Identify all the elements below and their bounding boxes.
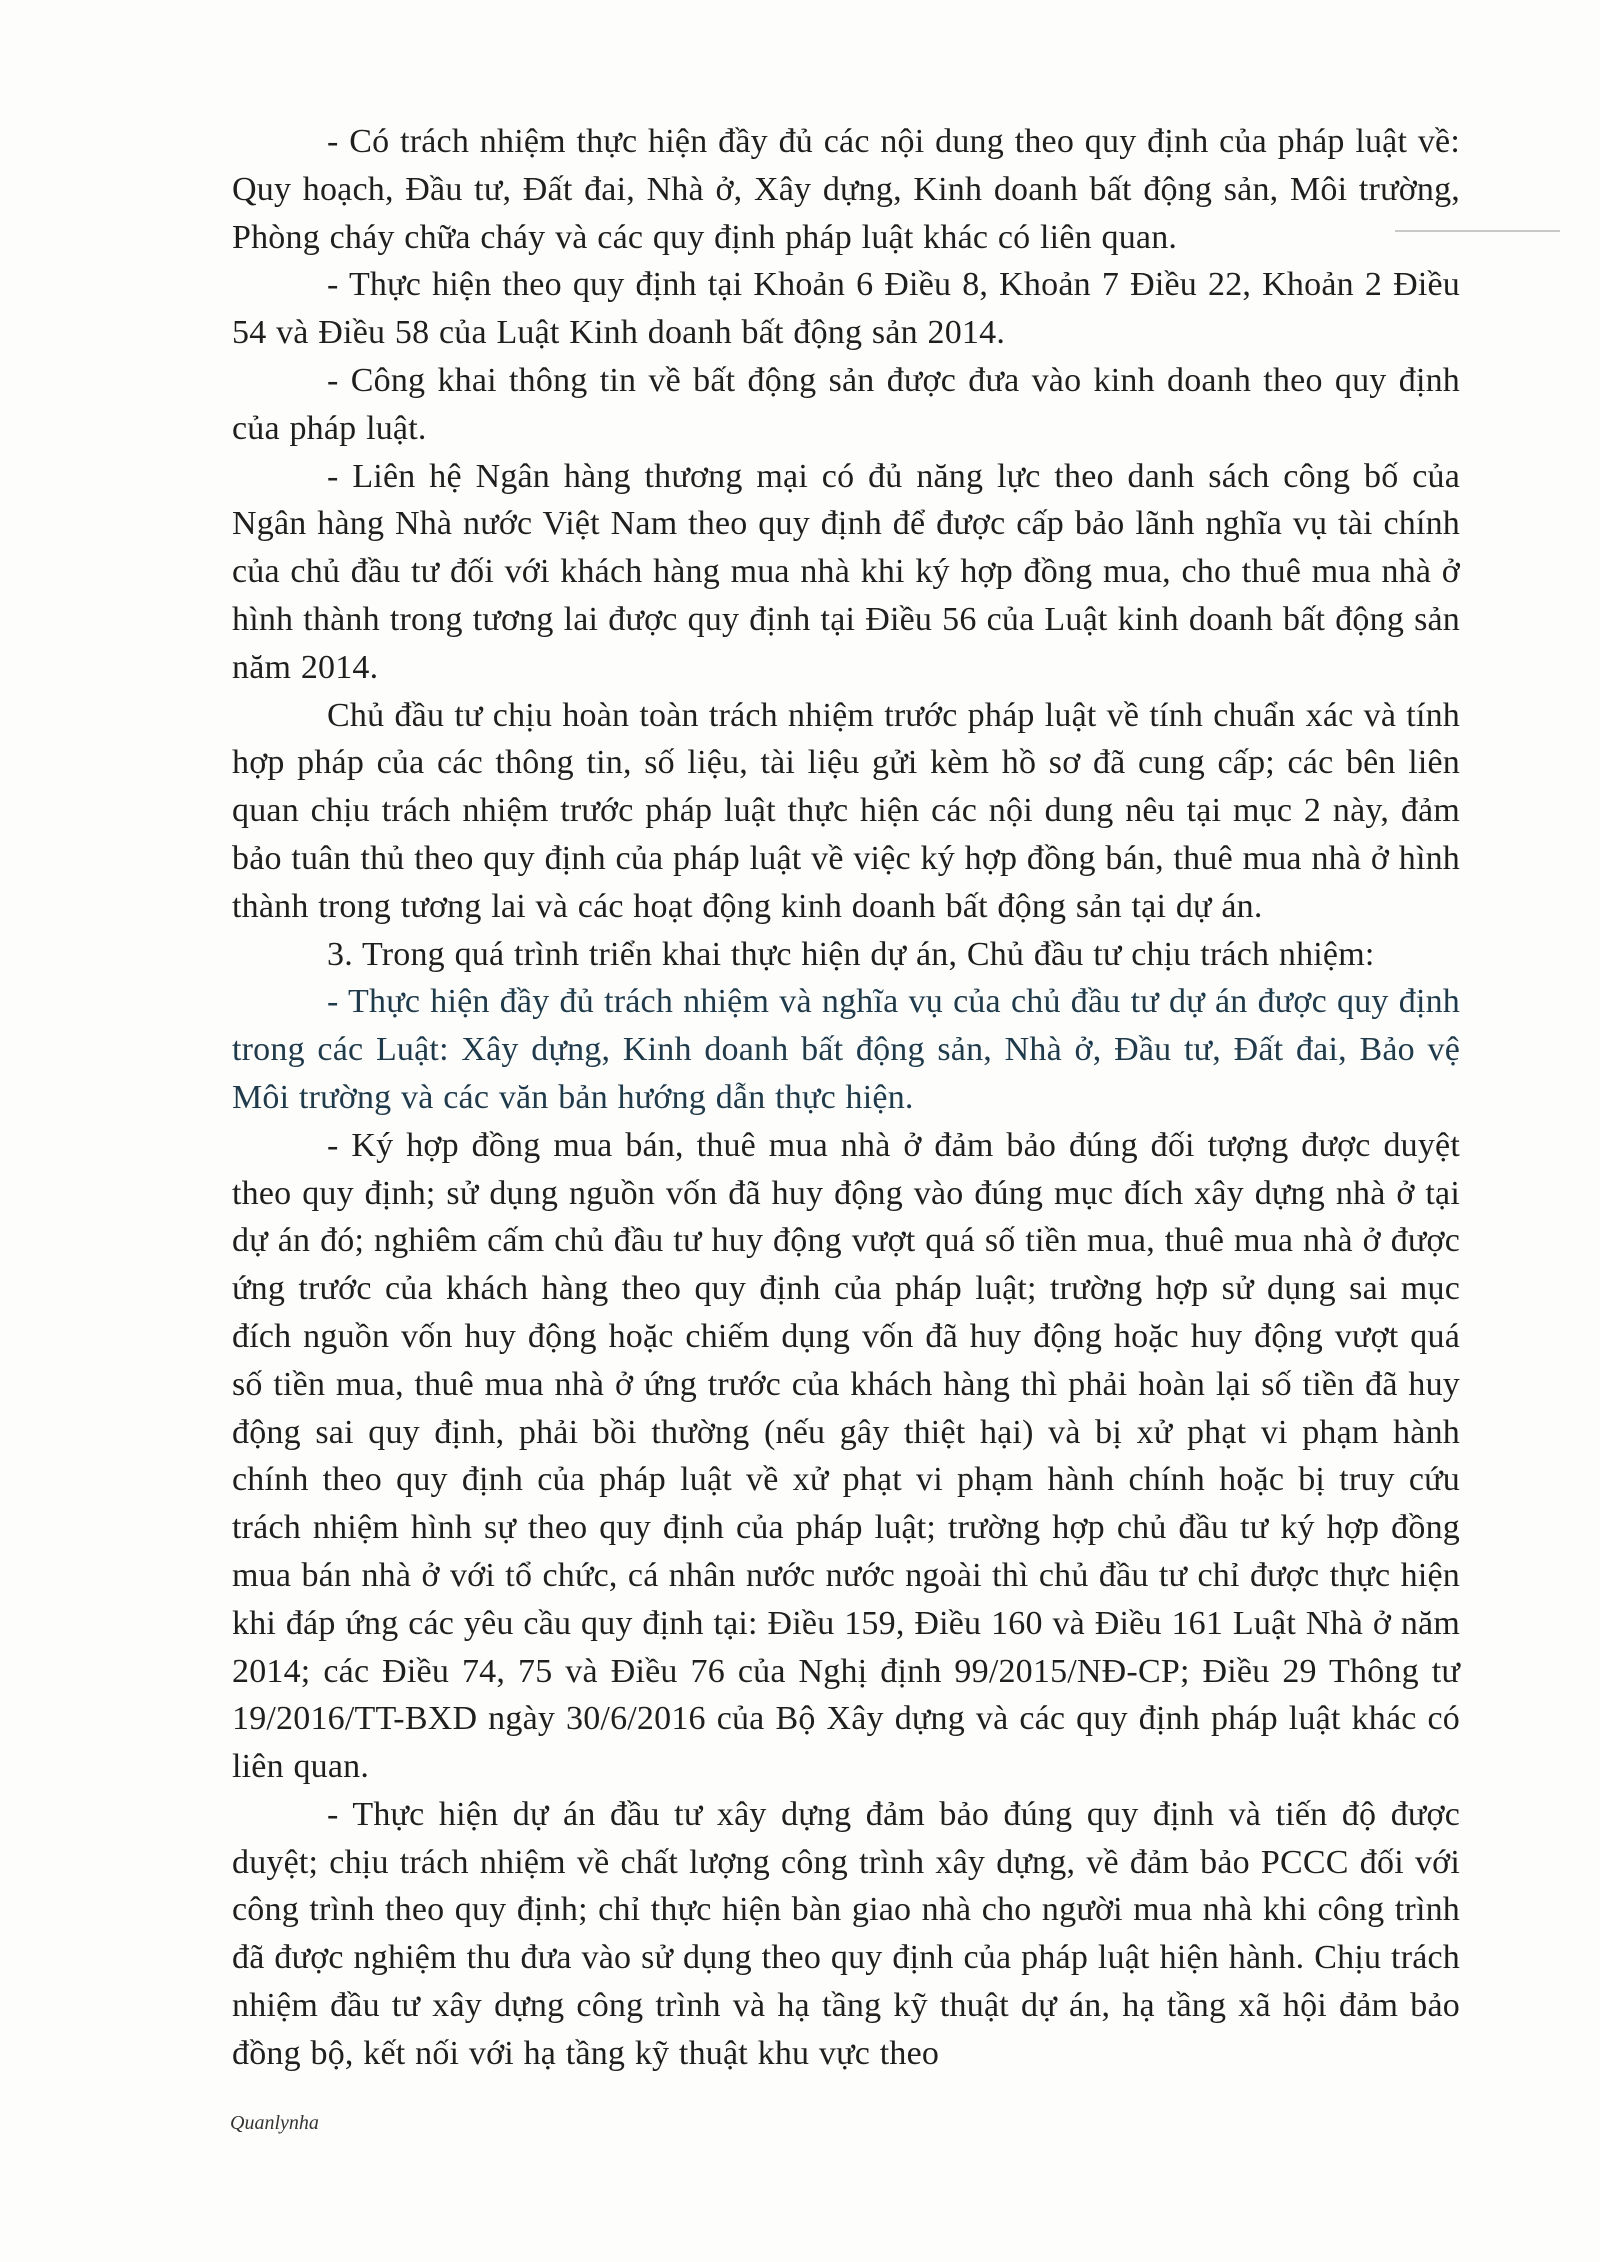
- footer-note: Quanlynha: [230, 2112, 319, 2134]
- paragraph-investor-obligations: - Thực hiện đầy đủ trách nhiệm và nghĩa vụ của chủ đầu tư dự án được quy định trong các Luật: Xây dựng, Kinh doanh bất động sản, Nhà ở, Đầu tư, Đất đai, Bảo vệ Môi trường và các văn bản hướng dẫn thực hiện.: [232, 983, 1460, 1116]
- paragraph-bank-guarantee: - Liên hệ Ngân hàng thương mại có đủ năng lực theo danh sách công bố của Ngân hàng Nhà nước Việt Nam theo quy định để được cấp bảo lãnh nghĩa vụ tài chính của chủ đầu tư đối với khách hàng mua nhà khi ký hợp đồng mua, cho thuê mua nhà ở hình thành trong tương lai được quy định tại Điều 56 của Luật kinh doanh bất động sản năm 2014.: [232, 457, 1460, 686]
- paragraph-real-estate-law-clauses: - Thực hiện theo quy định tại Khoản 6 Điều 8, Khoản 7 Điều 22, Khoản 2 Điều 54 và Điều 58 của Luật Kinh doanh bất động sản 2014.: [232, 266, 1460, 352]
- paragraph-sales-contract-rules: - Ký hợp đồng mua bán, thuê mua nhà ở đảm bảo đúng đối tượng được duyệt theo quy định; sử dụng nguồn vốn đã huy động vào đúng mục đích xây dựng nhà ở tại dự án đó; nghiêm cấm chủ đầu tư huy động vượt quá số tiền mua, thuê mua nhà ở được ứng trước của khách hàng theo quy định của pháp luật; trường hợp sử dụng sai mục đích nguồn vốn huy động hoặc chiếm dụng vốn đã huy động hoặc huy động vượt quá số tiền mua, thuê mua nhà ở ứng trước của khách hàng thì phải hoàn lại số tiền đã huy động sai quy định, phải bồi thường (nếu gây thiệt hại) và bị xử phạt vi phạm hành chính theo quy định của pháp luật về xử phạt vi phạm hành chính hoặc bị truy cứu trách nhiệm hình sự theo quy định của pháp luật; trường hợp chủ đầu tư ký hợp đồng mua bán nhà ở với tổ chức, cá nhân nước nước ngoài thì chủ đầu tư chỉ được thực hiện khi đáp ứng các yêu cầu quy định tại: Điều 159, Điều 160 và Điều 161 Luật Nhà ở năm 2014; các Điều 74, 75 và Điều 76 của Nghị định 99/2015/NĐ-CP; Điều 29 Thông tư 19/2016/TT-BXD ngày 30/6/2016 của Bộ Xây dựng và các quy định pháp luật khác có liên quan.: [232, 1126, 1460, 1786]
- document-body: [232, 118, 1460, 2078]
- paragraph-investor-accountability: Chủ đầu tư chịu hoàn toàn trách nhiệm trước pháp luật về tính chuẩn xác và tính hợp pháp của các thông tin, số liệu, tài liệu gửi kèm hồ sơ đã cung cấp; các bên liên quan chịu trách nhiệm trước pháp luật thực hiện các nội dung nêu tại mục 2 này, đảm bảo tuân thủ theo quy định của pháp luật về việc ký hợp đồng bán, thuê mua nhà ở hình thành trong tương lai và các hoạt động kinh doanh bất động sản tại dự án.: [232, 696, 1460, 925]
- section-3-heading: 3. Trong quá trình triển khai thực hiện dự án, Chủ đầu tư chịu trách nhiệm:: [327, 935, 1375, 973]
- paragraph-public-disclosure: - Công khai thông tin về bất động sản được đưa vào kinh doanh theo quy định của pháp luật.: [232, 361, 1460, 447]
- paragraph-responsibility-compliance: - Có trách nhiệm thực hiện đầy đủ các nội dung theo quy định của pháp luật về: Quy hoạch, Đầu tư, Đất đai, Nhà ở, Xây dựng, Kinh doanh bất động sản, Môi trường, Phòng cháy chữa cháy và các quy định pháp luật khác có liên quan.: [232, 123, 1460, 256]
- paragraph-project-implementation: - Thực hiện dự án đầu tư xây dựng đảm bảo đúng quy định và tiến độ được duyệt; chịu trách nhiệm về chất lượng công trình xây dựng, về đảm bảo PCCC đối với công trình theo quy định; chỉ thực hiện bàn giao nhà cho người mua nhà khi công trình đã được nghiệm thu đưa vào sử dụng theo quy định của pháp luật hiện hành. Chịu trách nhiệm đầu tư xây dựng công trình và hạ tầng kỹ thuật dự án, hạ tầng xã hội đảm bảo đồng bộ, kết nối với hạ tầng kỹ thuật khu vực theo: [232, 1795, 1460, 2072]
